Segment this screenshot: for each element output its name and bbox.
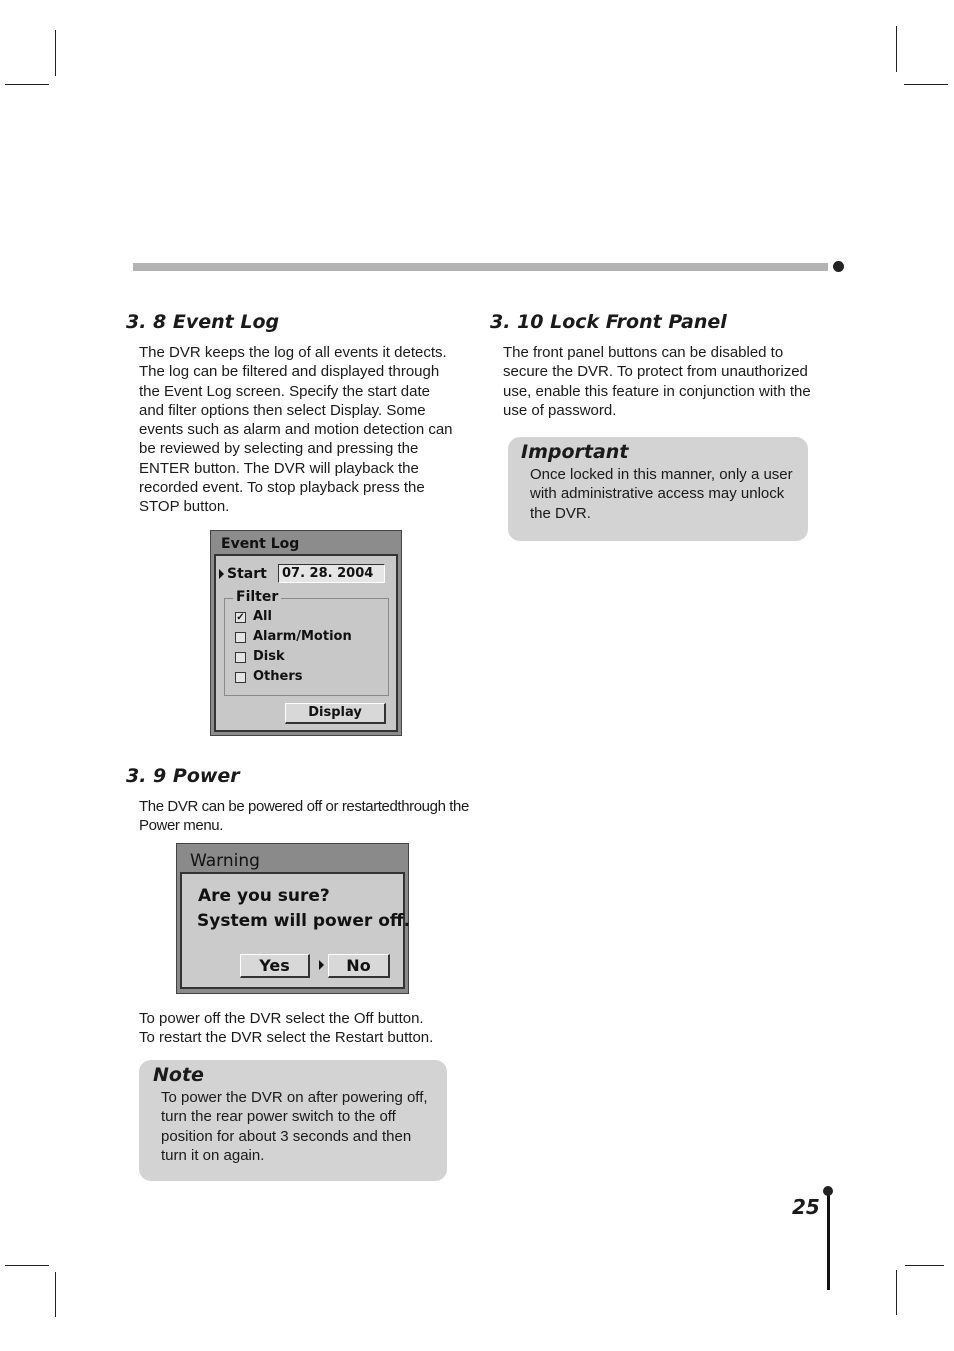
crop-mark — [904, 84, 948, 85]
crop-mark — [905, 1265, 944, 1266]
important-text: Once locked in this manner, only a user with administrative access may unlock the DVR. — [530, 466, 793, 522]
checkbox-alarm-motion[interactable] — [235, 632, 246, 643]
display-button[interactable]: Display — [285, 703, 386, 724]
power-heading: 3. 9 Power — [126, 765, 240, 787]
crop-mark — [5, 84, 49, 85]
filter-label: Filter — [233, 589, 281, 605]
crop-mark — [896, 26, 897, 72]
selector-arrow-icon — [319, 960, 324, 970]
lock-text: The front panel buttons can be disabled to secure the DVR. To protect from unauthorized use, enable this feature in conjunction with the use of password. — [503, 344, 811, 419]
filter-group — [224, 598, 389, 696]
no-button[interactable]: No — [328, 954, 390, 978]
option-disk-label: Disk — [253, 649, 285, 664]
event-log-screen — [210, 530, 402, 736]
checkbox-all[interactable]: ✓ — [236, 612, 245, 623]
option-alarm-motion-label: Alarm/Motion — [253, 629, 352, 644]
restart-text: To restart the DVR select the Restart button. — [139, 1029, 434, 1046]
crop-mark — [55, 30, 56, 76]
yes-button[interactable]: Yes — [240, 954, 310, 978]
warning-message: System will power off. — [197, 911, 411, 931]
page-number-rule — [827, 1192, 830, 1290]
crop-mark — [896, 1270, 897, 1315]
option-all-label: All — [253, 609, 272, 624]
crop-mark — [5, 1265, 49, 1266]
lock-heading: 3. 10 Lock Front Panel — [490, 311, 727, 333]
power-text: The DVR can be powered off or restartedthrough the Power menu. — [139, 798, 469, 835]
event-log-panel — [214, 554, 398, 732]
event-log-screen-title: Event Log — [221, 536, 300, 552]
checkbox-disk[interactable] — [235, 652, 246, 663]
important-box — [508, 437, 808, 541]
note-box — [139, 1060, 447, 1181]
header-rule — [133, 263, 828, 271]
important-title: Important — [521, 441, 629, 463]
warning-dialog — [176, 843, 409, 994]
note-title: Note — [153, 1064, 204, 1086]
page-number-bullet-icon — [823, 1186, 833, 1196]
note-text: To power the DVR on after powering off, turn the rear power switch to the off position for about 3 seconds and then turn it on again. — [161, 1089, 428, 1164]
warning-panel — [180, 872, 411, 989]
warning-title: Warning — [190, 851, 260, 871]
selector-arrow-icon — [219, 569, 224, 579]
page-number: 25 — [792, 1195, 820, 1219]
crop-mark — [55, 1272, 56, 1317]
warning-question: Are you sure? — [198, 886, 330, 906]
start-label: Start — [227, 566, 267, 582]
option-others-label: Others — [253, 669, 303, 684]
checkbox-others[interactable] — [235, 672, 246, 683]
start-date-field[interactable]: 07. 28. 2004 — [278, 564, 385, 583]
event-log-heading: 3. 8 Event Log — [126, 311, 280, 333]
power-off-text: To power off the DVR select the Off button. — [139, 1010, 424, 1027]
event-log-text: The DVR keeps the log of all events it detects. The log can be filtered and displayed through the Event Log screen. Specify the start date and filter options then select Display. Some events such as alarm and motion detection can be reviewed by selecting and pressing the ENTER button. The DVR will playback the recorded event. To stop playback press the STOP button. — [139, 344, 453, 516]
header-bullet-icon — [833, 261, 844, 272]
